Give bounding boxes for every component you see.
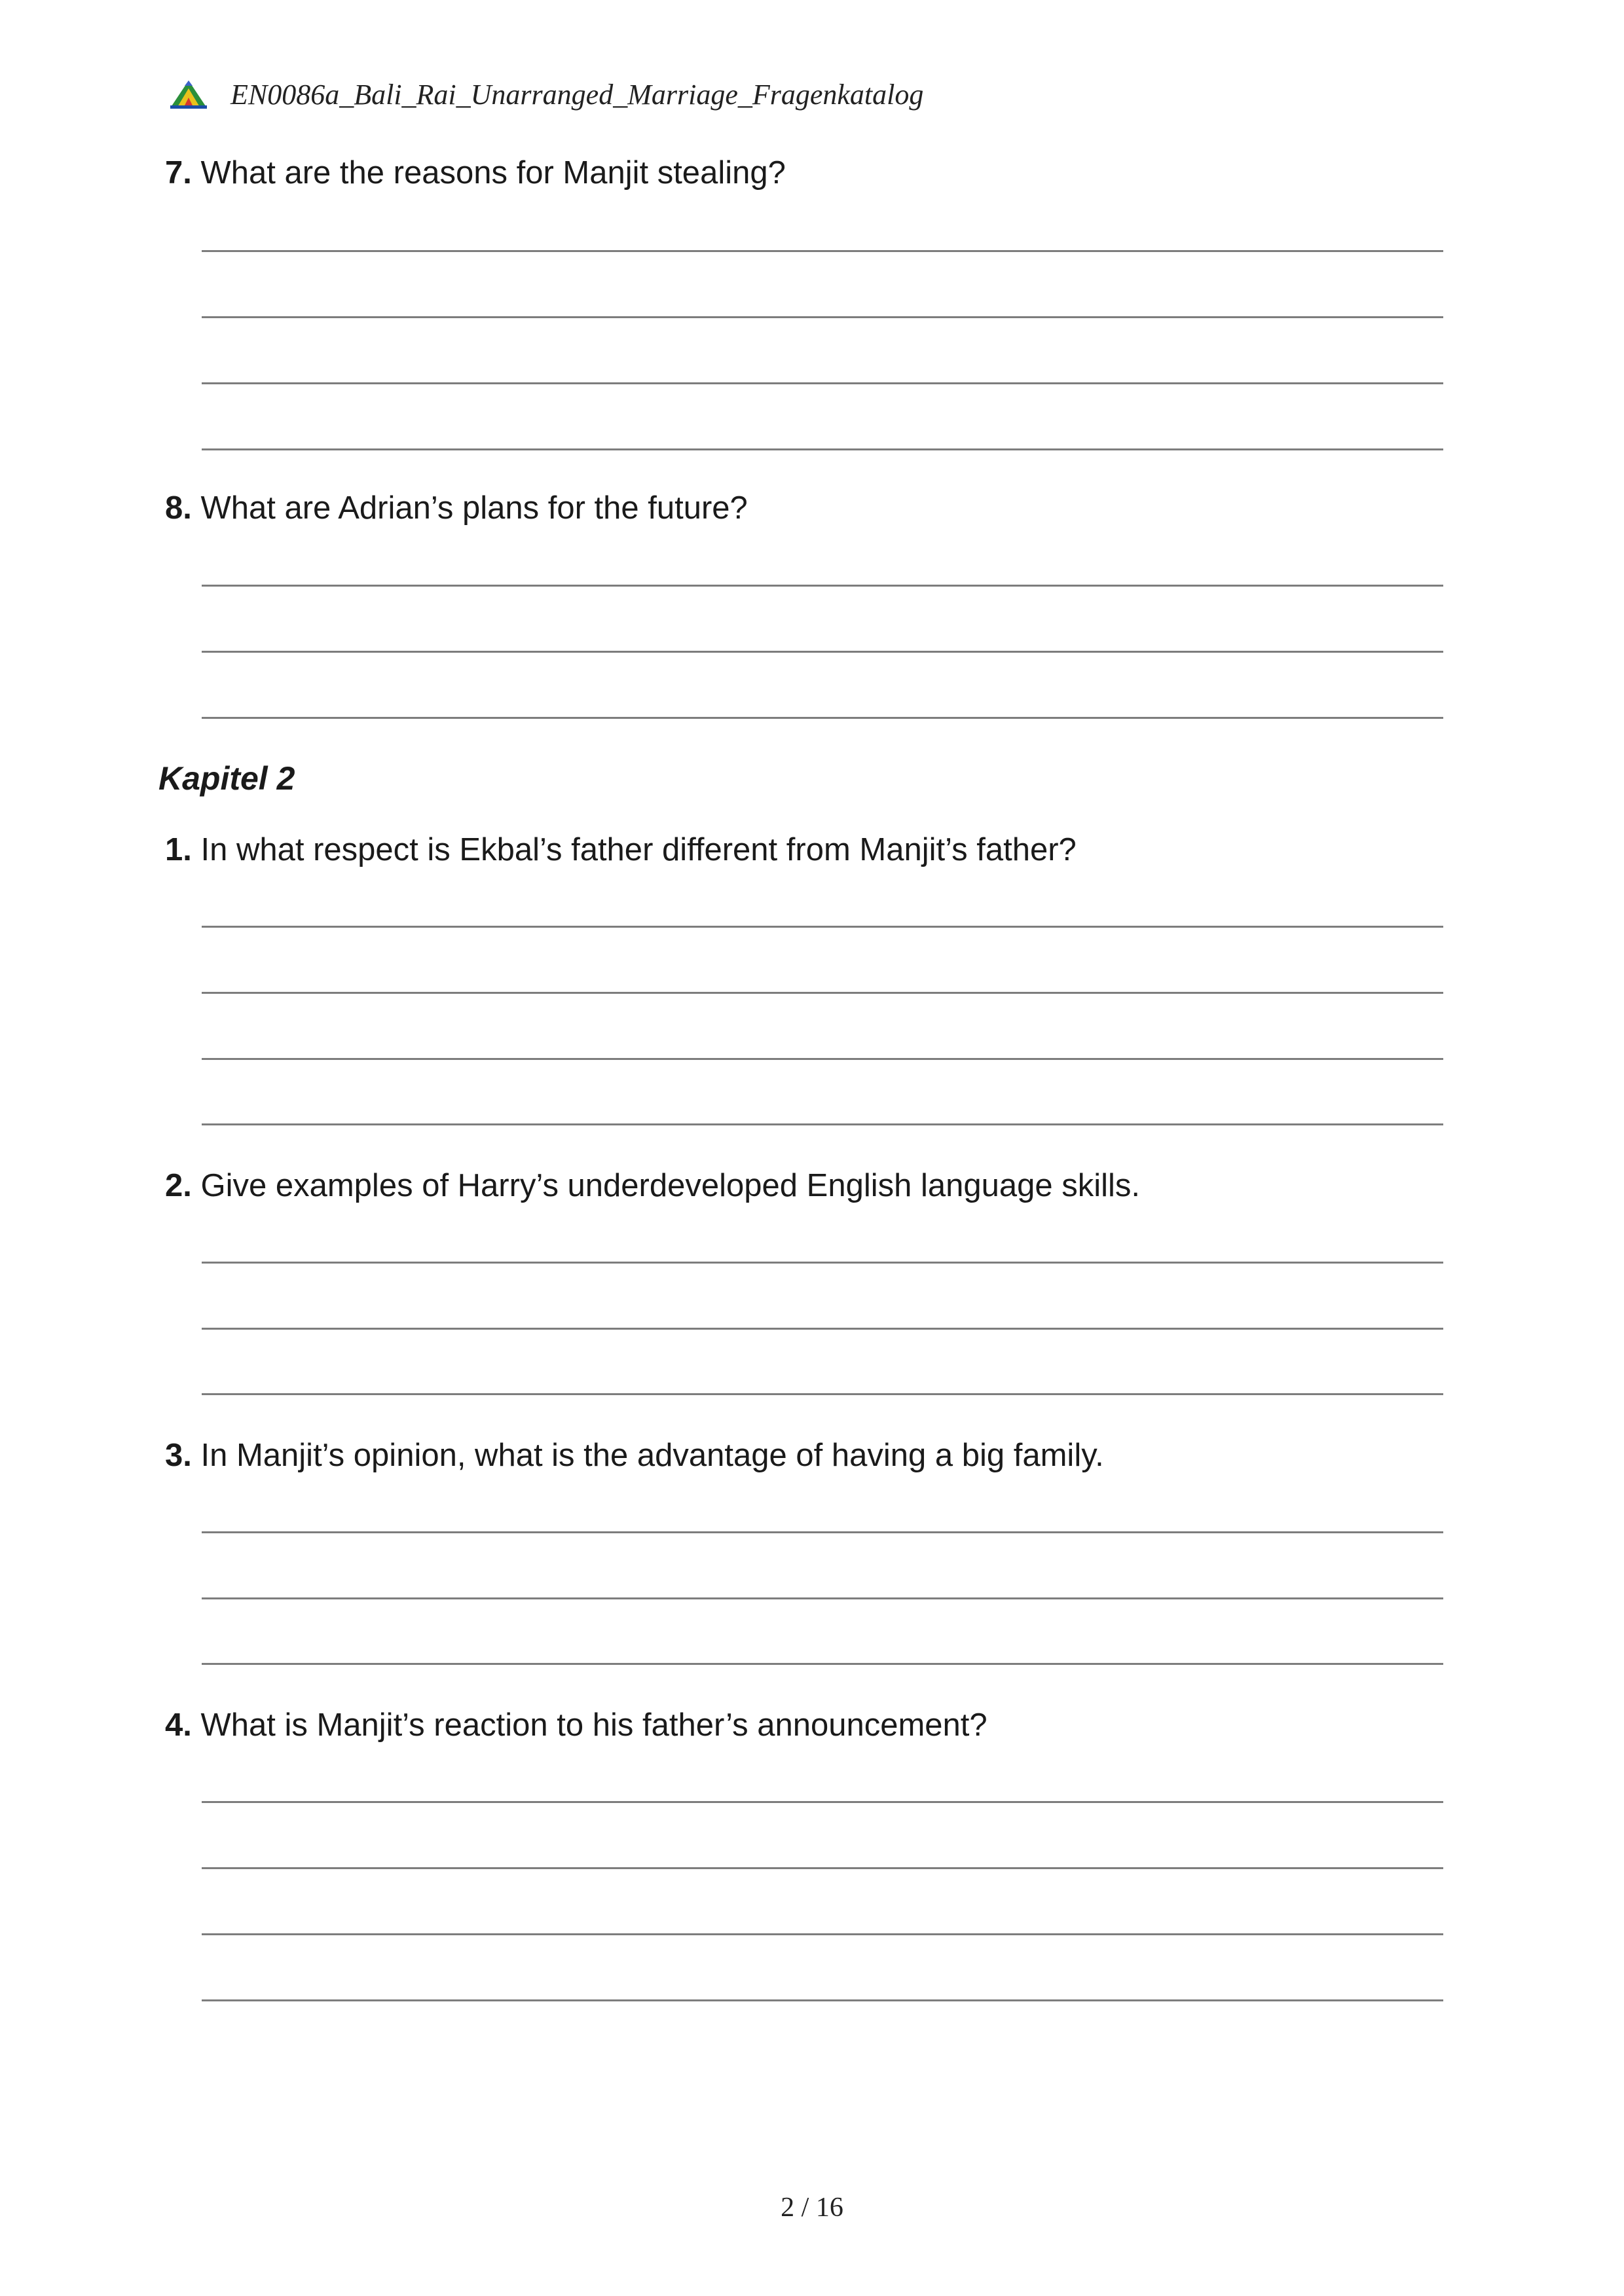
answer-line[interactable] bbox=[202, 585, 1443, 587]
answer-line[interactable] bbox=[202, 1328, 1443, 1330]
document-title: EN0086a_Bali_Rai_Unarranged_Marriage_Fragenkatalog bbox=[231, 78, 924, 111]
mountain-logo-icon bbox=[169, 79, 208, 109]
question-text: In what respect is Ekbal’s father different from Manjit’s father? bbox=[200, 832, 1077, 867]
answer-line[interactable] bbox=[202, 1663, 1443, 1665]
answer-line[interactable] bbox=[202, 926, 1443, 928]
answer-line[interactable] bbox=[202, 1123, 1443, 1125]
question-number: 2. bbox=[165, 1168, 192, 1203]
question-text: What is Manjit’s reaction to his father’s announcement? bbox=[200, 1707, 987, 1743]
answer-line[interactable] bbox=[202, 448, 1443, 450]
question-text: In Manjit’s opinion, what is the advantage of having a big family. bbox=[200, 1438, 1104, 1473]
question-4 bbox=[165, 1705, 987, 1745]
question-number: 4. bbox=[165, 1707, 192, 1743]
answer-line[interactable] bbox=[202, 316, 1443, 318]
answer-line[interactable] bbox=[202, 1867, 1443, 1869]
answer-line[interactable] bbox=[202, 1801, 1443, 1803]
question-text: What are Adrian’s plans for the future? bbox=[200, 490, 748, 526]
question-2 bbox=[165, 1166, 1140, 1205]
question-number: 8. bbox=[165, 490, 192, 526]
question-number: 3. bbox=[165, 1438, 192, 1473]
answer-line[interactable] bbox=[202, 1262, 1443, 1264]
answer-line[interactable] bbox=[202, 1933, 1443, 1935]
question-text: What are the reasons for Manjit stealing? bbox=[200, 155, 786, 191]
page-number: 2 / 16 bbox=[781, 2193, 843, 2223]
question-1 bbox=[165, 830, 1077, 869]
answer-line[interactable] bbox=[202, 1393, 1443, 1395]
answer-line[interactable] bbox=[202, 1058, 1443, 1060]
question-number: 1. bbox=[165, 832, 192, 867]
question-8 bbox=[165, 488, 748, 528]
answer-line[interactable] bbox=[202, 992, 1443, 994]
answer-line[interactable] bbox=[202, 1597, 1443, 1599]
question-text: Give examples of Harry’s underdeveloped English language skills. bbox=[200, 1168, 1140, 1203]
answer-line[interactable] bbox=[202, 1999, 1443, 2001]
question-number: 7. bbox=[165, 155, 192, 191]
section-heading: Kapitel 2 bbox=[158, 760, 295, 797]
question-7 bbox=[165, 153, 786, 192]
answer-line[interactable] bbox=[202, 382, 1443, 384]
document-header bbox=[169, 75, 923, 114]
answer-line[interactable] bbox=[202, 651, 1443, 653]
answer-line[interactable] bbox=[202, 1531, 1443, 1533]
question-3 bbox=[165, 1436, 1104, 1475]
answer-line[interactable] bbox=[202, 717, 1443, 719]
answer-line[interactable] bbox=[202, 250, 1443, 252]
